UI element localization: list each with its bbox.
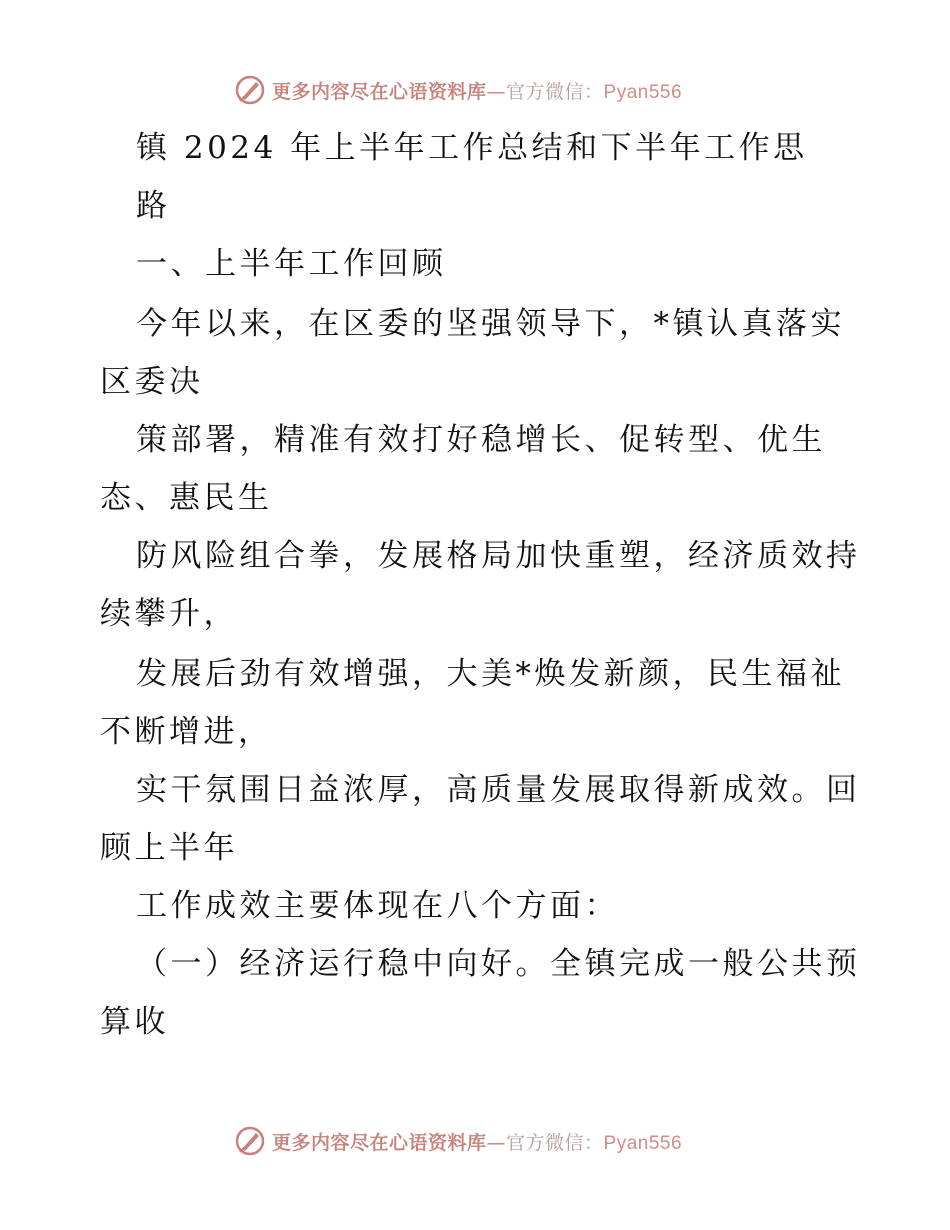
- watermark-label: 官方微信：: [506, 1131, 604, 1154]
- body-line: 不断增进，: [100, 714, 273, 750]
- quill-pen-circle-icon: [234, 1125, 266, 1157]
- quill-pen-circle-icon: [234, 74, 266, 106]
- body-line: （一）经济运行稳中向好。全镇完成一般公共预: [136, 946, 861, 982]
- watermark-main-text: 更多内容尽在心语资料库: [272, 1131, 487, 1154]
- watermark-wechat-id: Pyan556: [603, 1132, 683, 1154]
- body-line: 工作成效主要体现在八个方面：: [136, 888, 619, 924]
- body-line: 区委决: [100, 364, 204, 400]
- body-line: 续攀升，: [100, 596, 238, 632]
- watermark-separator: —: [486, 1131, 507, 1154]
- watermark-separator: —: [486, 80, 507, 103]
- watermark-text: [272, 1128, 682, 1155]
- watermark-text: [272, 77, 682, 104]
- body-line: 态、惠民生: [100, 480, 273, 516]
- body-line: 顾上半年: [100, 830, 238, 866]
- section-heading: 一、上半年工作回顾: [136, 246, 447, 282]
- body-line: 实干氛围日益浓厚，高质量发展取得新成效。回: [136, 772, 861, 808]
- document-title-line-1: 镇 2024 年上半年工作总结和下半年工作思: [136, 130, 808, 166]
- watermark-label: 官方微信：: [506, 80, 604, 103]
- body-line: 发展后劲有效增强，大美*焕发新颜，民生福祉: [136, 656, 845, 692]
- watermark-banner-bottom: [234, 1123, 682, 1159]
- body-line: 今年以来，在区委的坚强领导下，*镇认真落实: [136, 306, 845, 342]
- body-line: 算收: [100, 1004, 169, 1040]
- watermark-wechat-id: Pyan556: [603, 81, 683, 103]
- watermark-main-text: 更多内容尽在心语资料库: [272, 80, 487, 103]
- body-line: 防风险组合拳，发展格局加快重塑，经济质效持: [136, 538, 861, 574]
- document-title-line-2: 路: [136, 188, 171, 224]
- body-line: 策部署，精准有效打好稳增长、促转型、优生: [136, 422, 826, 458]
- watermark-banner-top: [234, 72, 682, 108]
